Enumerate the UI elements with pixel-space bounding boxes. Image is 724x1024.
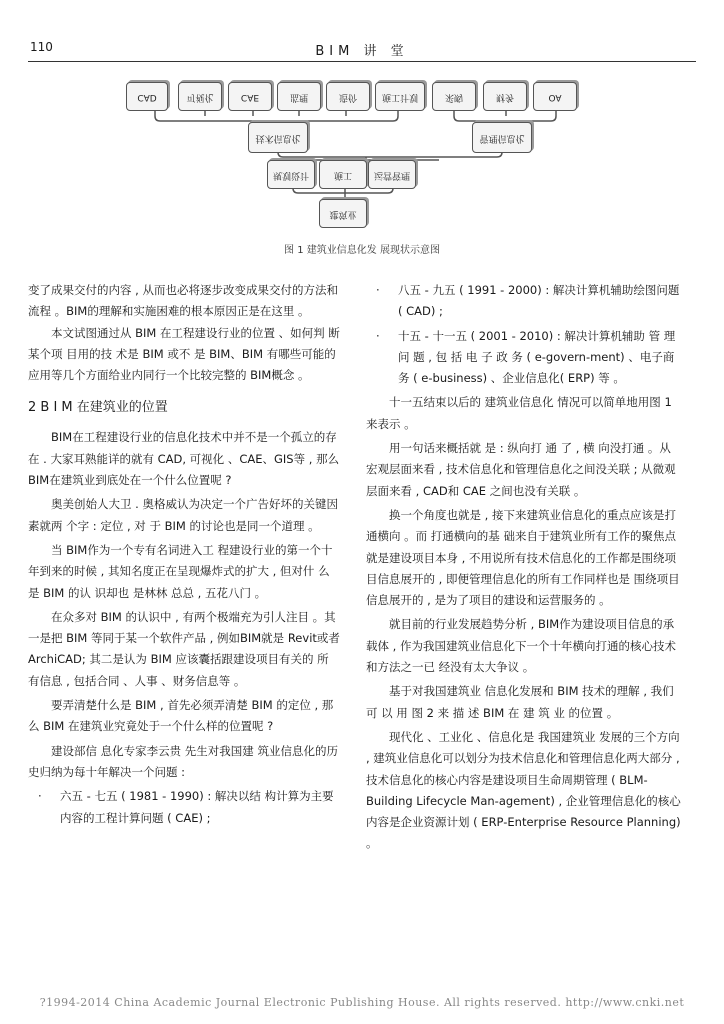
node-construction-industry: 建筑业 [319,199,367,228]
node-oa: OA [533,82,577,111]
left-paragraph-2: 本文试图通过从 BIM 在工程建设行业的位置 、如何判 断某个项 目用的技 术是 BIM 或不 是 BIM、BIM 有哪些可能的应用等几个方面给业内同行一个比较完整的 BIM概念 。 [28,325,340,383]
section-heading: 2 B I M 在建筑业的位置 [28,400,168,416]
node-cad: CAD [126,82,168,111]
bullet-text-1: 六五 - 七五 ( 1981 - 1990) : 解决以结 构计算为主要内容的工程计算问题 ( CAE) ; [60,789,334,825]
left-paragraph-7: 要弄清楚什么是 BIM , 首先必须弄清楚 BIM 的定位 , 那么 BIM 在建筑业究竟处于一个什么样的位置呢 ? [28,698,334,734]
figure-informatization-diagram [0,0,724,260]
node-construction-plan: 施工计划 [375,82,425,111]
left-paragraph-1: 变了成果交付的内容 , 从而也必将逐步改变成果交付的方法和流程 。BIM的理解和实施困难的根本原因正是在这里 。 [28,283,338,319]
left-paragraph-3: BIM在工程建设行业的信息化技术中并不是一个孤立的存在 . 大家耳熟能详的就有 CAD, 可视化 、CAE、GIS等 , 那么 BIM在建筑业到底处在一个什么位置呢 ? [28,430,340,488]
bullet-marker: · [38,789,42,804]
bullet-text-3: 十五 - 十一五 ( 2001 - 2010) : 解决计算机辅助 管 理 问 题 , 包 括 电 子 政 务 ( e-govern-ment) 、电子商 务 ( e-business) 、企业信息化( ERP) 等 。 [398,328,676,386]
bullet-item-3 [366,326,682,390]
figure-caption: 图 1 建筑业信息化发 展现状示意图 [284,245,440,256]
node-cae: CAE [228,82,272,111]
left-column [28,280,340,829]
node-finance: 财务 [483,82,527,111]
node-cost: 造价 [326,82,370,111]
left-paragraph-5: 当 BIM作为一个专有名词进入工 程建设行业的第一个十年到来的时候 , 其知名度正在呈现爆炸式的扩大 , 但对什 么是 BIM 的认 识却也 是林林 总总 , 五花八门 。 [28,542,333,600]
bullet-item-1 [28,786,340,829]
node-supervision: 监理 [277,82,321,111]
left-paragraph-6: 在众多对 BIM 的认识中 , 有两个极端充为引人注目 。其一是把 BIM 等同于某一个软件产品 , 例如BIM就是 Revit或者 ArchiCAD; 其二是认为 BIM 应该囊括跟建设项目有关的 所有信息 , 包括合同 、人事 、财务信息等 。 [28,609,340,688]
node-visualization: 可视化 [178,82,222,111]
node-operation: 运营管理 [368,160,416,189]
node-construction: 施工 [319,160,367,189]
right-column [366,280,682,855]
left-paragraph-4: 奥美创始人大卫 . 奥格威认为决定一个广告好坏的关键因素就两 个字 : 定位 , 对 于 BIM 的讨论也是同一个道理 。 [28,497,338,533]
right-paragraph-1: 十一五结束以后的 建筑业信息化 情况可以简单地用图 1来表示 。 [366,395,672,431]
node-tech-informatization: 技术信息化 [248,122,308,153]
node-mgmt-informatization: 管理信息化 [472,122,532,153]
bullet-text-2: 八五 - 九五 ( 1991 - 2000) : 解决计算机辅助绘图问题 ( CAD) ; [398,283,680,319]
right-paragraph-3: 换一个角度也就是 , 接下来建筑业信息化的重点应该是打通横向 。而 打通横向的基 础来自于建筑业所有工作的聚焦点就是建设项目本身 , 不用说所有技术信息化的工作都是围绕项目信息展开的 , 即便管理信息化的所有工作同样也是 围绕项目信息展开的 , 是为了项目的建设和运营服务的 。 [366,507,680,608]
bullet-marker: · [376,283,380,297]
right-paragraph-4: 就目前的行业发展趋势分析 , BIM作为建设项目信息的承载体 , 作为我国建筑业信息化下一个十年横向打通的核心技术和方法之一已 经没有太大争议 。 [366,617,676,675]
right-paragraph-5: 基于对我国建筑业 信息化发展和 BIM 技术的理解 , 我们 可 以 用 图 2 来 描 述 BIM 在 建 筑 业 的位置 。 [366,684,674,720]
right-paragraph-6: 现代化 、工业化 、信息化是 我国建筑业 发展的三个方向 , 建筑业信息化可以划分为技术信息化和管理信息化两大部分 , 技术信息化的核心内容是建设项目生命周期管理 ( BLM-Building Lifecycle Man-agement) , 企业管理信息化的核心内容是企业资源计划 ( ERP-Enterprise Resource Planning) 。 [366,729,681,851]
bullet-marker: · [376,328,380,343]
node-planning-design: 规划设计 [267,160,315,189]
running-head: BIM 讲 堂 [315,44,409,59]
copyright-footer: ?1994-2014 China Academic Journal Electronic Publishing House. All rights reserved. http://www.cnki.net [39,996,685,1009]
page-number: 110 [30,40,53,54]
left-paragraph-8: 建设部信 息化专家李云贵 先生对我国建 筑业信息化的历史归纳为每十年解决一个问题 : [28,743,338,779]
right-paragraph-2: 用一句话来概括就 是 : 纵向打 通 了 , 横 向没打通 。从宏观层面来看 , 技术信息化和管理信息化之间没关联 ; 从微观层面来看 , CAD和 CAE 之间也没有关联 。 [366,441,676,498]
node-procurement: 采购 [432,82,476,111]
bullet-item-2 [366,280,682,323]
